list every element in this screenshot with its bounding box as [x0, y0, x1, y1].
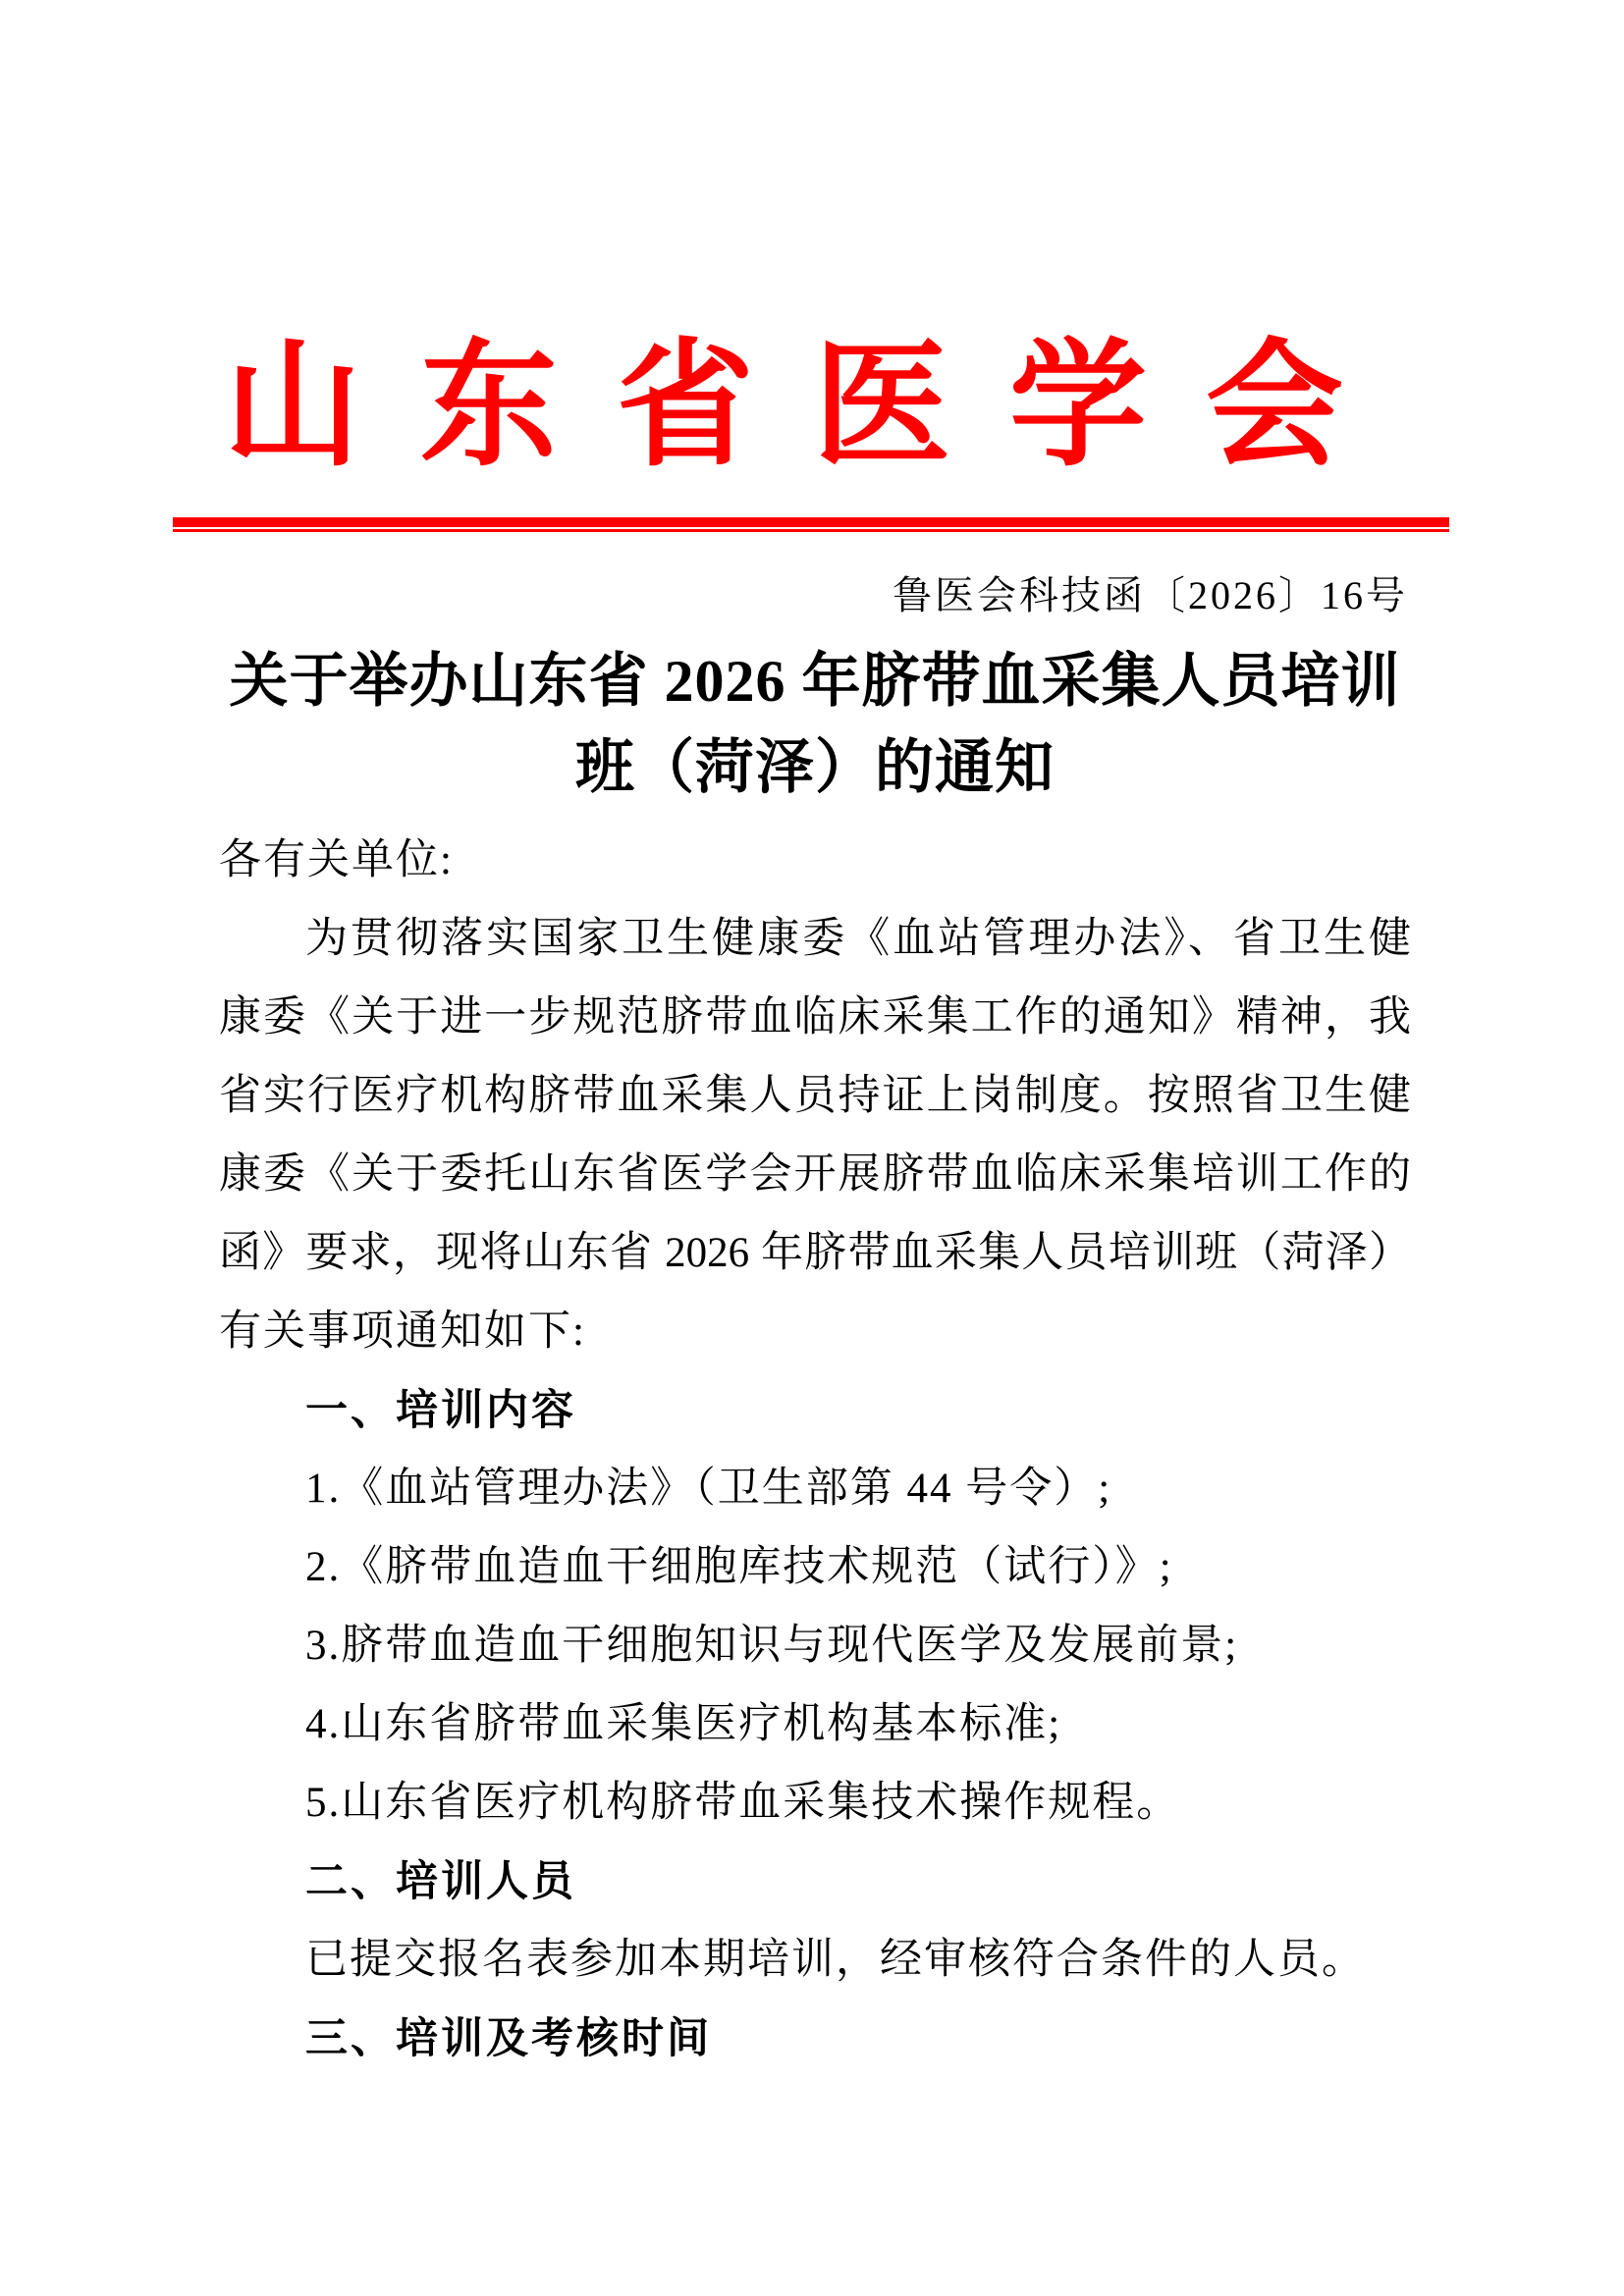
section-heading-training-content: 一、培训内容	[305, 1387, 576, 1434]
doc-title	[219, 638, 1411, 811]
doc-number: 鲁医会科技函〔2026〕16号	[893, 573, 1408, 617]
paragraph-line: 康委《关于进一步规范脐带血临床采集工作的通知》精神，我	[219, 994, 1411, 1041]
paragraph-line: 有关事项通知如下:	[219, 1308, 586, 1355]
red-rule-thin	[173, 529, 1449, 532]
training-content-item: 4.山东省脐带血采集医疗机构基本标准;	[305, 1701, 1062, 1747]
salutation-line: 各有关单位:	[219, 837, 454, 883]
paragraph-line: 为贯彻落实国家卫生健康委《血站管理办法》、省卫生健	[305, 916, 1411, 962]
red-rule-thick	[173, 517, 1449, 527]
org-name-header: 山东省医学会	[224, 331, 1403, 483]
paragraph-line: 省实行医疗机构脐带血采集人员持证上岗制度。按照省卫生健	[219, 1073, 1411, 1119]
trainees-line: 已提交报名表参加本期培训，经审核符合条件的人员。	[305, 1937, 1366, 1983]
section-heading-trainees: 二、培训人员	[305, 1858, 576, 1905]
training-content-item: 3.脐带血造血干细胞知识与现代医学及发展前景;	[305, 1623, 1239, 1669]
section-heading-schedule: 三、培训及考核时间	[305, 2015, 712, 2062]
paragraph-line: 康委《关于委托山东省医学会开展脐带血临床采集培训工作的	[219, 1151, 1411, 1198]
training-content-item: 2.《脐带血造血干细胞库技术规范（试行）》;	[305, 1544, 1173, 1590]
doc-title-line-2: 班（菏泽）的通知	[575, 735, 1055, 800]
paragraph-line: 函》要求，现将山东省 2026 年脐带血采集人员培训班（菏泽）	[219, 1230, 1411, 1276]
doc-title-line-1: 关于举办山东省 2026 年脐带血采集人员培训	[229, 649, 1401, 714]
doc-body	[219, 822, 1411, 2078]
training-content-item: 5.山东省医疗机构脐带血采集技术操作规程。	[305, 1780, 1181, 1826]
training-content-item: 1.《血站管理办法》（卫生部第 44 号令）;	[305, 1466, 1112, 1512]
red-divider-line	[173, 517, 1449, 532]
